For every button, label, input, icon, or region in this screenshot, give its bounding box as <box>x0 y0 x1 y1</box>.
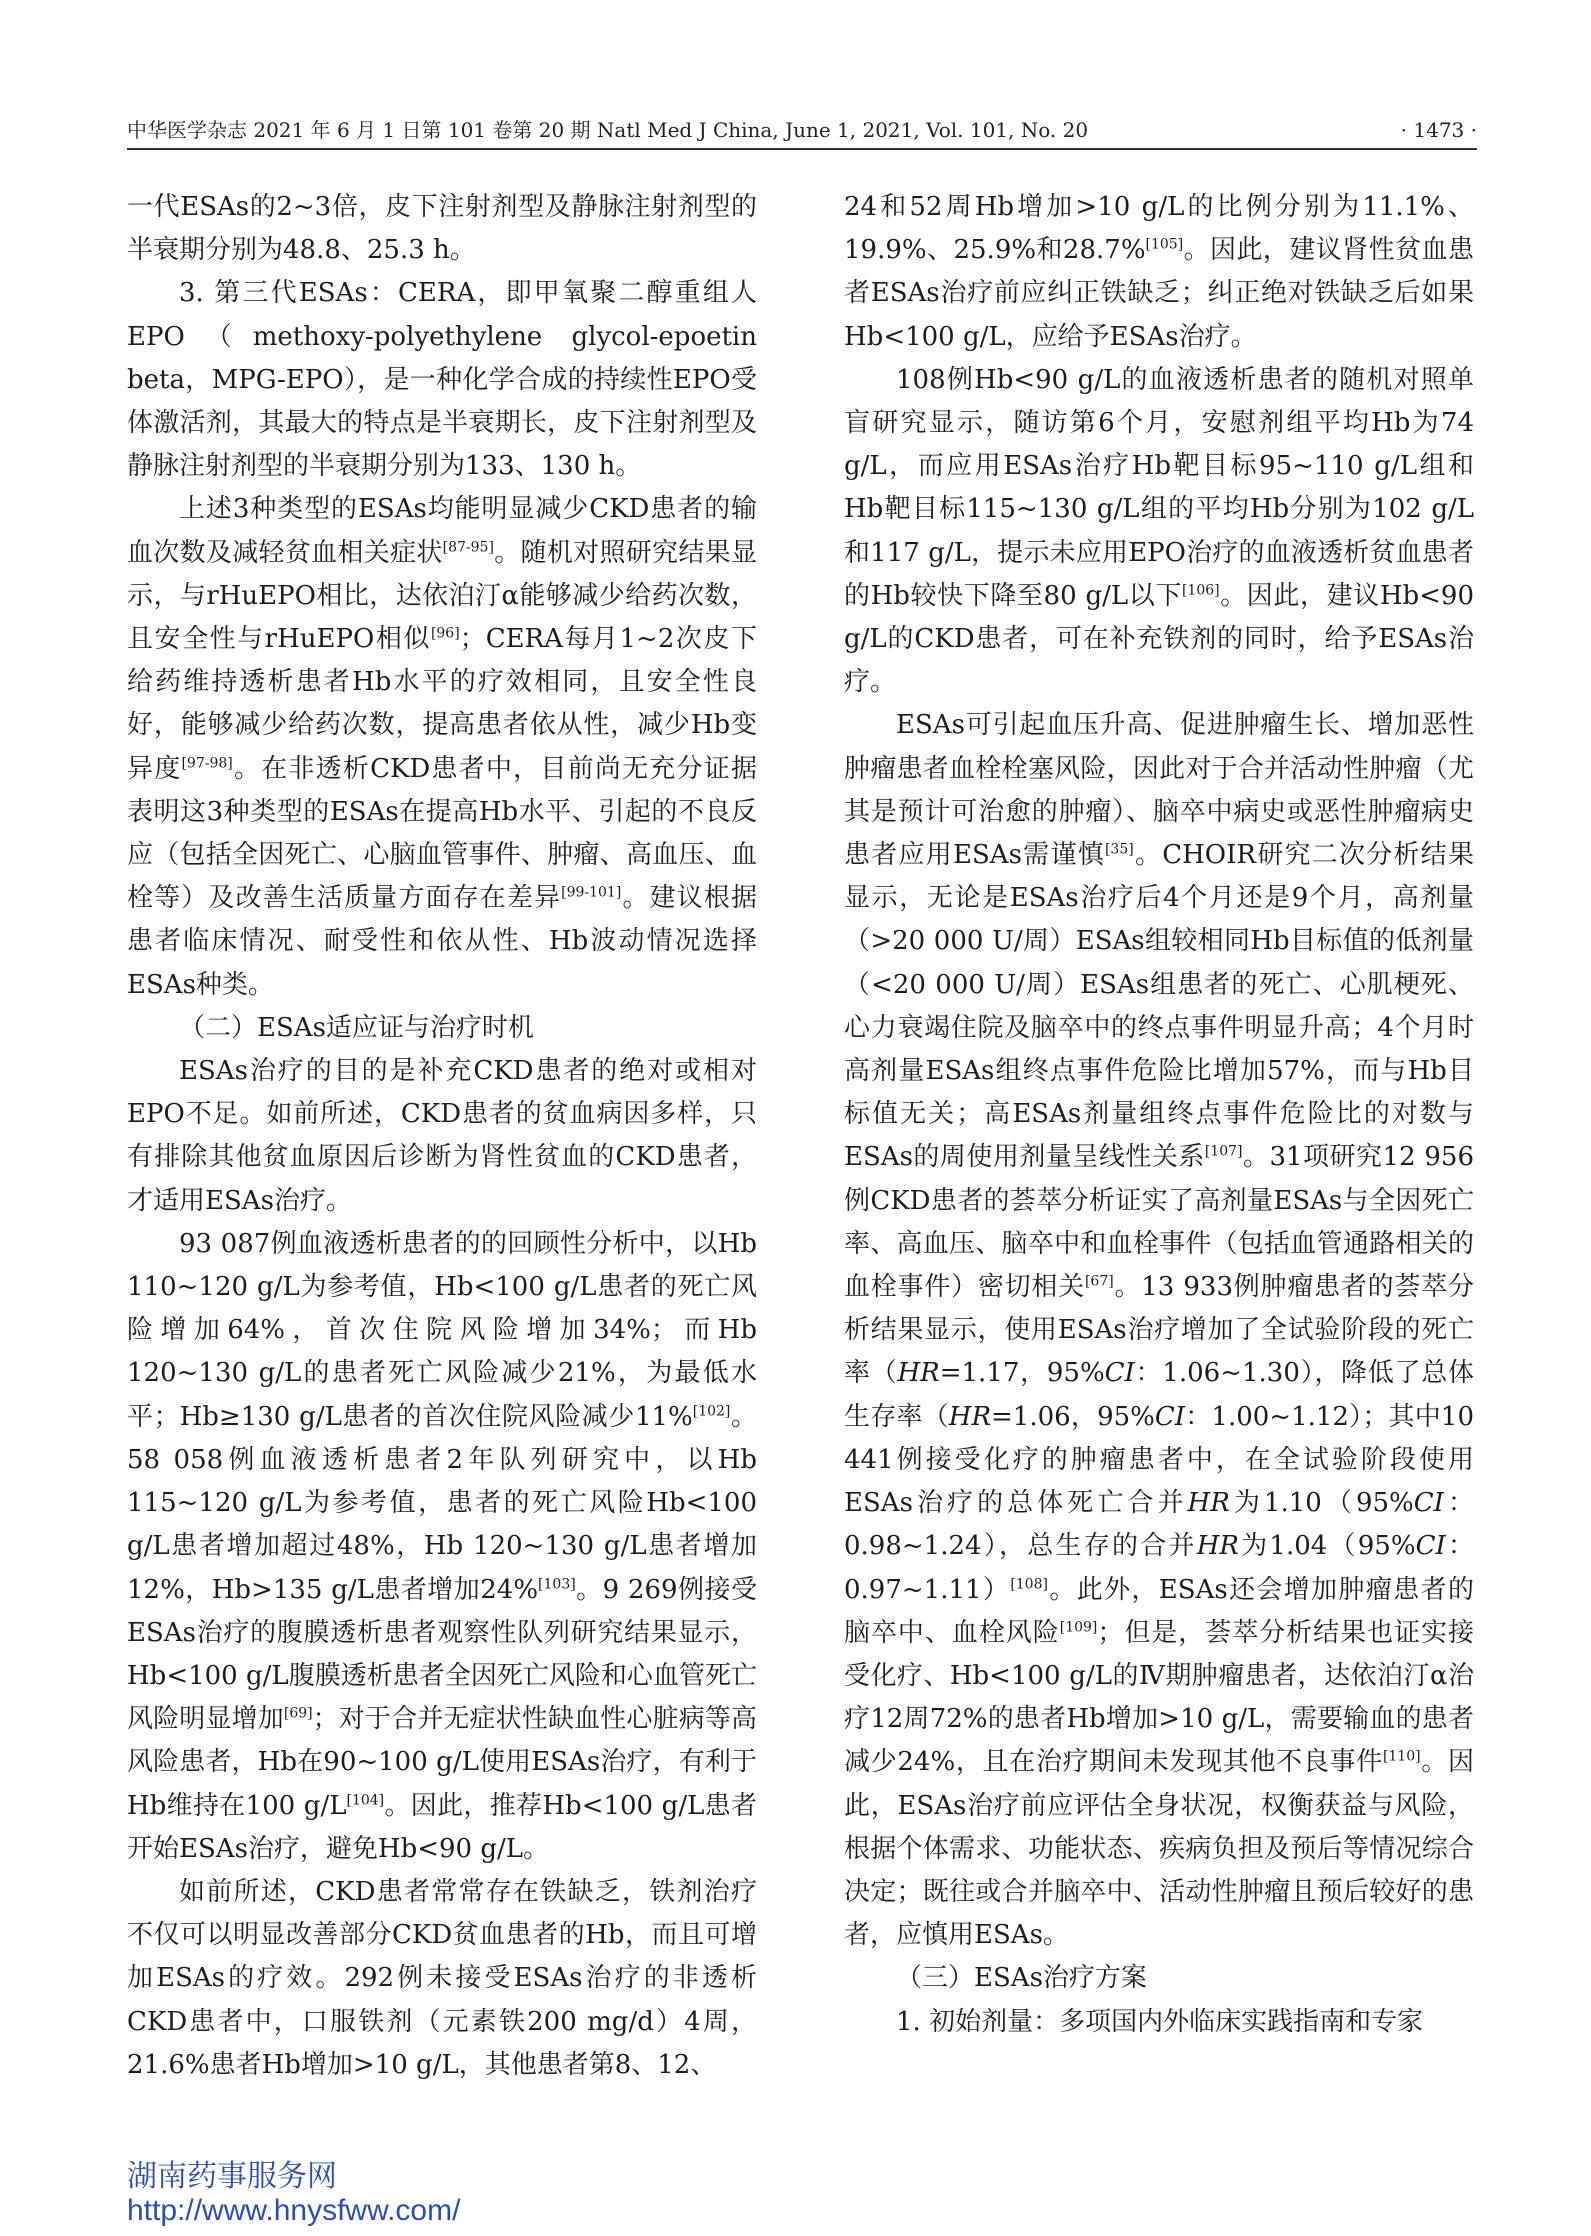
running-header <box>127 112 1477 150</box>
paragraph: 一代ESAs的2~3倍，皮下注射剂型及静脉注射剂型的半衰期分别为48.8、25.3 h。 <box>127 192 757 266</box>
watermark <box>127 2160 460 2228</box>
section-heading: （二）ESAs适应证与治疗时机 <box>179 1012 534 1043</box>
citation-ref: [103] <box>538 1575 576 1592</box>
citation-ref: [67] <box>1084 1273 1114 1290</box>
citation-ref: [87-95] <box>442 538 494 555</box>
site-name: 湖南药事服务网 <box>127 2160 337 2193</box>
citation-ref: [105] <box>1145 236 1184 253</box>
citation-ref: [108] <box>1010 1575 1048 1592</box>
citation-ref: [69] <box>283 1705 313 1722</box>
citation-ref: [102] <box>692 1403 731 1420</box>
right-column <box>844 186 1474 2044</box>
page-number: · 1473 · <box>1400 118 1477 142</box>
paragraph: 108例Hb<90 g/L的血液透析患者的随机对照单盲研究显示，随访第6个月，安慰剂组平均Hb为74 g/L，而应用ESAs治疗Hb靶目标95~110 g/L组和Hb靶目标115~130 g/L组的平均Hb分别为102 g/L和117 g/L，提示未应用EPO治疗的血液透析贫血患者的Hb较快下降至80 g/L以下[106]。因此，建议Hb<90 g/L的CKD患者，可在补充铁剂的同时，给予ESAs治疗。 <box>844 364 1475 698</box>
paragraph: 上述3种类型的ESAs均能明显减少CKD患者的输血次数及减轻贫血相关症状[87-95]。随机对照研究结果显示，与rHuEPO相比，达依泊汀α能够减少给药次数，且安全性与rHuEPO相似[96]；CERA每月1~2次皮下给药维持透析患者Hb水平的疗效相同，且安全性良好，能够减少给药次数，提高患者依从性，减少Hb变异度[97-98]。在非透析CKD患者中，目前尚无充分证据表明这3种类型的ESAs在提高Hb水平、引起的不良反应（包括全因死亡、心脑血管事件、肿瘤、高血压、血栓等）及改善生活质量方面存在差异[99-101]。建议根据患者临床情况、耐受性和依从性、Hb波动情况选择ESAs种类。 <box>127 494 757 1000</box>
paragraph: 93 087例血液透析患者的的回顾性分析中，以Hb 110~120 g/L为参考值，Hb<100 g/L患者的死亡风险增加64%，首次住院风险增加34%；而Hb 120~130 g/L的患者死亡风险减少21%，为最低水平；Hb≥130 g/L患者的首次住院风险减少11%[102]。58 058例血液透析患者2年队列研究中，以Hb 115~120 g/L为参考值，患者的死亡风险Hb<100 g/L患者增加超过48%，Hb 120~130 g/L患者增加12%，Hb>135 g/L患者增加24%[103]。9 269例接受ESAs治疗的腹膜透析患者观察性队列研究结果显示，Hb<100 g/L腹膜透析患者全因死亡风险和心血管死亡风险明显增加[69]；对于合并无症状性缺血性心脏病等高风险患者，Hb在90~100 g/L使用ESAs治疗，有利于Hb维持在100 g/L[104]。因此，推荐Hb<100 g/L患者开始ESAs治疗，避免Hb<90 g/L。 <box>127 1228 757 1864</box>
journal-citation: 中华医学杂志 2021 年 6 月 1 日第 101 卷第 20 期 Natl Med J China, June 1, 2021, Vol. 101, No. 20 <box>127 118 1089 142</box>
site-url[interactable]: http://www.hnysfww.com/ <box>127 2194 461 2227</box>
paragraph: 如前所述，CKD患者常常存在铁缺乏，铁剂治疗不仅可以明显改善部分CKD贫血患者的Hb，而且可增加ESAs的疗效。292例未接受ESAs治疗的非透析CKD患者中，口服铁剂（元素铁200 mg/d）4周，21.6%患者Hb增加>10 g/L，其他患者第8、12、 <box>127 1876 757 2080</box>
left-column <box>127 186 757 2087</box>
citation-ref: [97-98] <box>181 754 233 771</box>
paragraph: ESAs治疗的目的是补充CKD患者的绝对或相对EPO不足。如前所述，CKD患者的贫血病因多样，只有排除其他贫血原因后诊断为肾性贫血的CKD患者，才适用ESAs治疗。 <box>127 1056 757 1216</box>
paragraph: ESAs可引起血压升高、促进肿瘤生长、增加恶性肿瘤患者血栓栓塞风险，因此对于合并活动性肿瘤（尤其是预计可治愈的肿瘤）、脑卒中病史或恶性肿瘤病史患者应用ESAs需谨慎[35]。CHOIR研究二次分析结果显示，无论是ESAs治疗后4个月还是9个月，高剂量（>20 000 U/周）ESAs组较相同Hb目标值的低剂量（<20 000 U/周）ESAs组患者的死亡、心肌梗死、心力衰竭住院及脑卒中的终点事件明显升高；4个月时高剂量ESAs组终点事件危险比增加57%，而与Hb目标值无关；高ESAs剂量组终点事件危险比的对数与ESAs的周使用剂量呈线性关系[107]。31项研究12 956例CKD患者的荟萃分析证实了高剂量ESAs与全因死亡率、高血压、脑卒中和血栓事件（包括血管通路相关的血栓事件）密切相关[67]。13 933例肿瘤患者的荟萃分析结果显示，使用ESAs治疗增加了全试验阶段的死亡率（HR=1.17，95%CI：1.06~1.30），降低了总体生存率（HR=1.06，95%CI：1.00~1.12）；其中10 441例接受化疗的肿瘤患者中，在全试验阶段使用ESAs治疗的总体死亡合并HR为1.10（95%CI：0.98~1.24），总生存的合并HR为1.04（95%CI：0.97~1.11）[108]。此外，ESAs还会增加肿瘤患者的脑卒中、血栓风险[109]；但是，荟萃分析结果也证实接受化疗、Hb<100 g/L的Ⅳ期肿瘤患者，达依泊汀α治疗12周72%的患者Hb增加>10 g/L，需要输血的患者减少24%，且在治疗期间未发现其他不良事件[110]。因此，ESAs治疗前应评估全身状况，权衡获益与风险，根据个体需求、功能状态、疾病负担及预后等情况综合决定；既往或合并脑卒中、活动性肿瘤且预后较好的患者，应慎用ESAs。 <box>844 710 1474 1951</box>
citation-ref: [107] <box>1204 1143 1243 1160</box>
paragraph: 1. 初始剂量：多项国内外临床实践指南和专家 <box>896 2006 1424 2037</box>
citation-ref: [104] <box>346 1791 385 1808</box>
citation-ref: [35] <box>1104 841 1134 858</box>
citation-ref: [110] <box>1382 1748 1421 1765</box>
section-heading: （三）ESAs治疗方案 <box>896 1963 1147 1994</box>
citation-ref: [96] <box>430 625 460 642</box>
paragraph: 3. 第三代ESAs：CERA，即甲氧聚二醇重组人EPO（methoxy-polyethylene glycol-epoetin beta，MPG-EPO），是一种化学合成的持续性EPO受体激活剂，其最大的特点是半衰期长，皮下注射剂型及静脉注射剂型的半衰期分别为133、130 h。 <box>127 278 757 482</box>
paragraph: 24和52周Hb增加>10 g/L的比例分别为11.1%、19.9%、25.9%和28.7%[105]。因此，建议肾性贫血患者ESAs治疗前应纠正铁缺乏；纠正绝对铁缺乏后如果Hb<100 g/L，应给予ESAs治疗。 <box>844 192 1474 352</box>
citation-ref: [99-101] <box>561 884 622 901</box>
citation-ref: [106] <box>1181 582 1220 599</box>
citation-ref: [109] <box>1059 1619 1098 1636</box>
